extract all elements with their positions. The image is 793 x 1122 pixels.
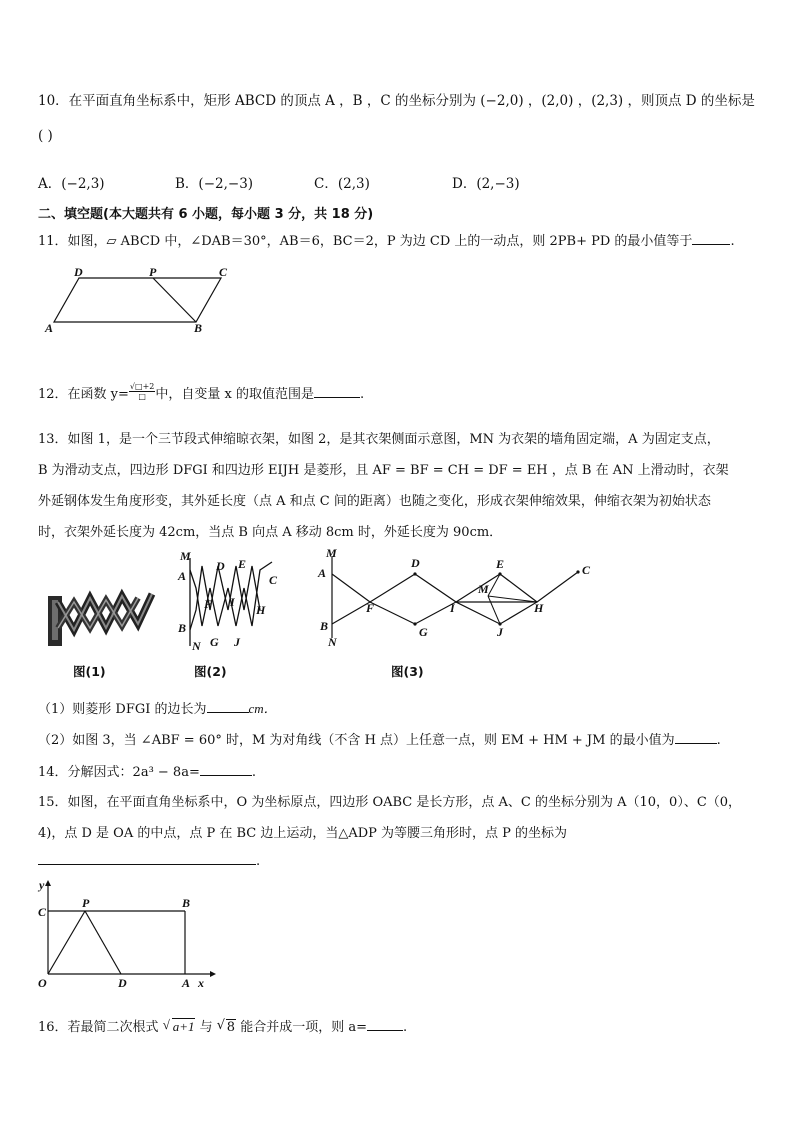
q12-answer-blank[interactable]: [314, 385, 360, 398]
fig2-label-c: C: [269, 573, 278, 587]
q11-answer-blank[interactable]: [692, 232, 730, 245]
section-heading: 二、填空题(本大题共有 6 小题，每小题 3 分，共 18 分): [38, 207, 374, 222]
q12-numerator: √□+2: [129, 382, 155, 391]
fig15-label-d: D: [118, 976, 127, 990]
q11-text: [38, 230, 735, 249]
q12-text: [38, 383, 364, 402]
q15-end: .: [256, 854, 261, 869]
q14-text: [38, 761, 256, 780]
fig3-label-e: E: [496, 557, 505, 571]
q15-answer-blank[interactable]: [38, 852, 256, 865]
option-label: B．: [175, 176, 199, 192]
fig2-label-a: A: [178, 569, 187, 583]
fig15-label-c: C: [38, 905, 47, 919]
q10-option-d[interactable]: [452, 172, 520, 192]
fig3-label-g: G: [419, 625, 428, 639]
fig3-label-d: D: [411, 556, 420, 570]
option-value: (2,3): [337, 176, 370, 192]
fig2-label-n: N: [192, 639, 201, 653]
q16-radicand-1: a+1: [172, 1019, 195, 1034]
fig2-label-m: M: [180, 549, 191, 563]
fig3-label-f: F: [366, 601, 375, 615]
option-value: (2,−3): [476, 176, 520, 192]
q13-line4: 时，衣架外延长度为 42cm，当点 B 向点 A 移动 8cm 时，外延长度为 90cm．: [38, 525, 503, 540]
q12-suffix: 中，自变量 x 的取值范围是: [155, 387, 314, 402]
option-label: A．: [38, 176, 62, 192]
fig2-label-e: E: [238, 557, 247, 571]
q10-option-c[interactable]: [314, 172, 370, 192]
q13-line2: B 为滑动支点，四边形 DFGI 和四边形 EIJH 是菱形，且 AF = BF = CH = DF = EH ，点 B 在 AN 上滑动时，衣架: [38, 463, 729, 478]
q10-text: 10．在平面直角坐标系中，矩形 ABCD 的顶点 A ，B ，C 的坐标分别为 (−2,0) ，(2,0) ，(2,3) ，则顶点 D 的坐标是: [38, 93, 755, 109]
fig2-label-b: B: [178, 621, 187, 635]
q10-option-a[interactable]: [38, 172, 105, 192]
q16-text: [38, 1016, 407, 1035]
q13-sub2-answer-blank[interactable]: [675, 731, 717, 744]
q16-answer-blank[interactable]: [367, 1018, 403, 1031]
figure1-caption: 图(1): [73, 664, 106, 679]
q13-figure3-diagram: [310, 546, 600, 651]
fig-label-a: A: [45, 321, 54, 335]
fig15-label-y: y: [39, 878, 45, 892]
q13-sub1-prefix: （1）则菱形 DFGI 的边长为: [38, 702, 207, 717]
option-label: C．: [314, 176, 338, 192]
fig2-label-f: F: [204, 597, 213, 611]
q16-radical-2: [217, 1020, 236, 1035]
fig15-label-o: O: [38, 976, 47, 990]
q16-suffix: 能合并成一项，则 a=: [240, 1020, 367, 1035]
q10-answer-paren: ( ): [38, 128, 53, 144]
q13-sub1-unit: cm．: [248, 701, 277, 716]
q14-end: .: [251, 765, 256, 780]
fig15-label-a: A: [182, 976, 191, 990]
q16-mid: 与: [199, 1020, 213, 1035]
option-label: D．: [452, 176, 477, 192]
fig3-label-a: A: [318, 566, 327, 580]
q11-end: .: [730, 234, 735, 249]
fig3-label-m-inner: M: [478, 582, 489, 596]
fig15-label-p: P: [82, 896, 90, 910]
q13-figure1-rack-photo: [44, 580, 158, 650]
radical-sign-icon: √: [162, 1017, 170, 1032]
q13-sub1: [38, 698, 277, 717]
q10-option-b[interactable]: [175, 172, 253, 192]
q13-sub2-prefix: （2）如图 3，当 ∠ABF = 60° 时，M 为对角线（不含 H 点）上任意一点，则 EM + HM + JM 的最小值为: [38, 733, 675, 748]
q12-end: .: [359, 387, 365, 402]
option-value: (−2,−3): [198, 176, 254, 192]
q12-denominator: □: [138, 392, 146, 401]
figure2-caption: 图(2): [194, 664, 227, 679]
fig-label-d: D: [74, 266, 83, 279]
q16-radical-1: [163, 1019, 196, 1034]
q14-prefix: 14．分解因式：2a³ − 8a=: [38, 765, 200, 780]
fig3-label-i: I: [450, 601, 455, 615]
fig3-label-n: N: [328, 635, 337, 649]
fig15-label-x: x: [198, 976, 204, 990]
fig3-label-m: M: [326, 546, 337, 560]
q11-parallelogram-figure: [40, 266, 240, 336]
q13-sub1-answer-blank[interactable]: [207, 700, 249, 713]
figure3-caption: 图(3): [391, 664, 424, 679]
fig2-label-h: H: [256, 603, 266, 617]
fig-label-c: C: [219, 266, 228, 279]
fig-label-b: B: [194, 321, 203, 335]
q11-stem: 11．如图，▱ ABCD 中，∠DAB＝30°，AB＝6，BC＝2，P 为边 CD 上的一动点，则 2PB+ PD 的最小值等于: [38, 234, 693, 249]
q12-prefix: 12．在函数 y=: [38, 387, 129, 402]
fig2-label-g: G: [210, 635, 219, 649]
radical-sign-icon: √: [216, 1018, 226, 1033]
fig15-label-b: B: [182, 896, 191, 910]
fig3-label-c: C: [582, 563, 591, 577]
fig2-label-j: J: [234, 635, 240, 649]
q13-line1: 13．如图 1，是一个三节段式伸缩晾衣架，如图 2，是其衣架侧面示意图，MN 为衣架的墙角固定端，A 为固定支点，: [38, 432, 720, 447]
q16-radicand-2: 8: [226, 1020, 236, 1035]
q14-answer-blank[interactable]: [200, 763, 252, 776]
q12-fraction: [129, 382, 155, 401]
q16-end: .: [402, 1020, 408, 1035]
q13-sub2: [38, 729, 721, 748]
q13-figure2-side-view: [172, 548, 284, 658]
fig3-label-b: B: [320, 619, 329, 633]
q15-coordinate-figure: [34, 878, 216, 992]
fig3-label-h: H: [534, 601, 544, 615]
q15-line1: 15．如图，在平面直角坐标系中，O 为坐标原点，四边形 OABC 是长方形，点 A、C 的坐标分别为 A（10，0）、C（0，: [38, 795, 742, 810]
q15-answer-line: [38, 852, 260, 869]
fig2-label-i: I: [230, 595, 235, 609]
q16-prefix: 16．若最简二次根式: [38, 1020, 159, 1035]
fig2-label-d: D: [216, 559, 225, 573]
option-value: (−2,3): [61, 176, 105, 192]
fig3-label-j: J: [497, 625, 503, 639]
q13-sub2-end: .: [716, 733, 721, 748]
q13-line3: 外延钢体发生角度形变，其外延长度（点 A 和点 C 间的距离）也随之变化，形成衣架伸缩效果，伸缩衣架为初始状态: [38, 494, 711, 509]
q15-line2: 4)，点 D 是 OA 的中点，点 P 在 BC 边上运动，当△ADP 为等腰三角形时，点 P 的坐标为: [38, 826, 568, 841]
fig-label-p: P: [149, 266, 157, 279]
